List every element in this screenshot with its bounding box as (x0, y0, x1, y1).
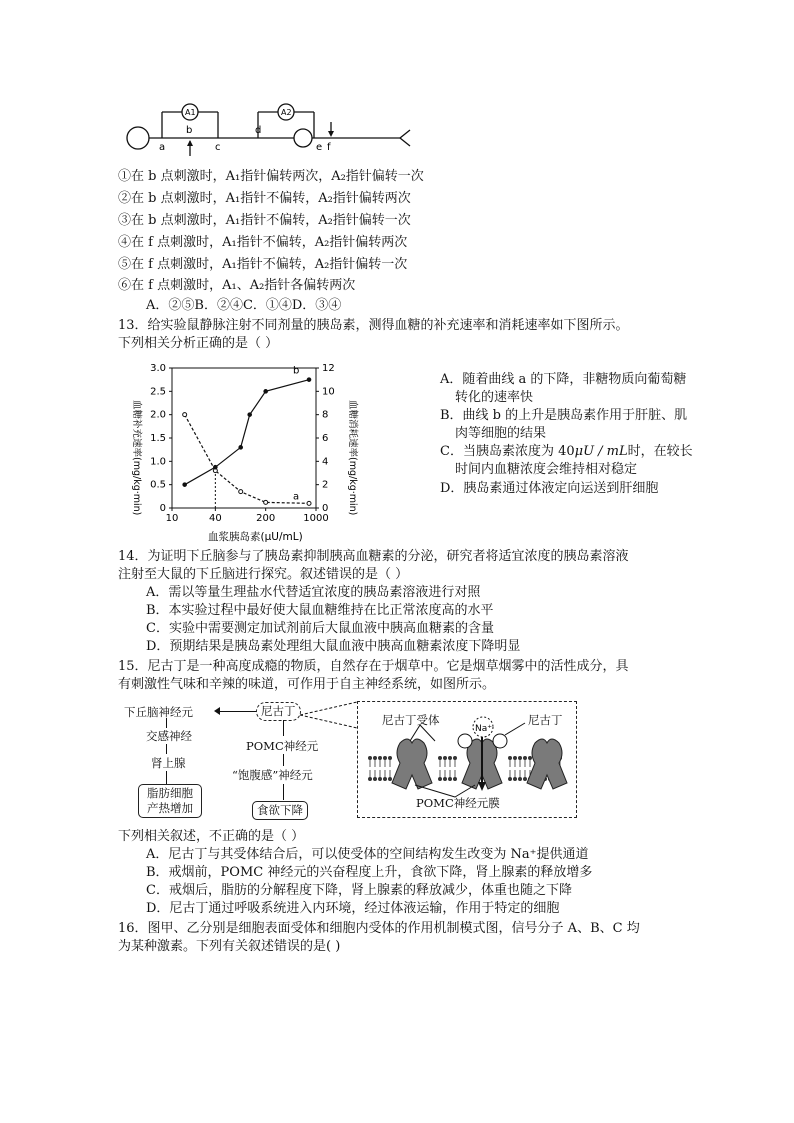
q13-stem-line2: 下列相关分析正确的是（ ） (118, 336, 279, 351)
q14-option-c: C．实验中需要测定加试剂前后大鼠血液中胰高血糖素的含量 (146, 621, 494, 636)
plot-frame (172, 365, 316, 508)
adrenal-label: 肾上腺 (151, 756, 186, 770)
right-tick-label: 0 (322, 503, 329, 514)
meter-a2-label: A2 (281, 108, 292, 117)
series-b-point (214, 465, 218, 469)
satiety-neuron-label: “饱腹感”神经元 (232, 768, 313, 782)
arrow-line-2 (166, 744, 167, 754)
left-tick-label: 1.0 (150, 456, 166, 468)
series-b-point (248, 413, 252, 417)
q14-option-b: B．本实验过程中最好使大鼠血糖维持在比正常浓度高的水平 (146, 603, 494, 618)
pomc-neuron-label: POMC神经元 (246, 739, 319, 753)
arrow-line-1 (166, 718, 167, 728)
sympathetic-nerve-label: 交感神经 (146, 729, 192, 743)
point-b: b (186, 125, 193, 136)
point-c: c (215, 142, 221, 153)
right-tick-label: 8 (322, 409, 329, 421)
q12-option-5: ⑤在 f 点刺激时，A₁指针不偏转，A₂指针偏转一次 (118, 257, 408, 272)
point-a: a (159, 142, 166, 153)
series-b-point (239, 446, 243, 450)
nicotine-receptor-label: 尼古丁受体 (382, 713, 440, 727)
q14-stem-line1: 14．为证明下丘脑参与了胰岛素抑制胰高血糖素的分泌，研究者将适宜浓度的胰岛素溶液 (118, 549, 629, 564)
x-axis-label: 血浆胰岛素(μU/mL) (208, 531, 303, 543)
neuron-body-left (127, 127, 149, 149)
q12-option-3: ③在 b 点刺激时，A₁指针不偏转，A₂指针偏转一次 (118, 213, 411, 228)
arrowhead-left-icon (214, 707, 220, 715)
q13-option-d: D．胰岛素通过体液定向运送到肝细胞 (440, 481, 659, 496)
arrow-line-5 (283, 754, 284, 766)
q15-stem-line1: 15．尼古丁是一种高度成瘾的物质，自然存在于烟草中。它是烟草烟雾中的活性成分，具 (118, 659, 629, 674)
series-b-label: b (293, 365, 300, 377)
right-tick-label: 6 (322, 433, 329, 444)
q15-option-c: C．戒烟后，脂肪的分解程度下降，肾上腺素的释放减少，体重也随之下降 (146, 883, 572, 898)
q12-option-2: ②在 b 点刺激时，A₁指针不偏转，A₂指针偏转两次 (118, 191, 411, 206)
q15-option-d: D．尼古丁通过呼吸系统进入内环境，经过体液运输，作用于特定的细胞 (146, 901, 560, 916)
left-axis-label: 血糖补充速率(mg/kg·min) (131, 400, 142, 516)
left-tick-label: 2.0 (150, 409, 166, 421)
arrow-line-6 (283, 784, 284, 800)
nerve-circuit-diagram (118, 98, 418, 158)
nicotine-node: 尼古丁 (256, 702, 301, 721)
arrow-line-3 (166, 771, 167, 785)
q15-option-a: A．尼古丁与其受体结合后，可以使受体的空间结构发生改变为 Na⁺提供通道 (146, 847, 589, 862)
left-tick-label: 2.5 (150, 386, 166, 398)
zoom-connector (300, 700, 360, 730)
series-b-point (307, 378, 311, 382)
arrow-to-hypothalamus (218, 711, 256, 712)
appetite-decrease-box: 食欲下降 (252, 801, 308, 820)
left-tick-label: 3.0 (150, 363, 166, 374)
point-d: d (255, 125, 262, 136)
q16-stem-line2: 为某种激素。下列有关叙述错误的是( ) (118, 939, 341, 954)
series-b-point (183, 483, 187, 487)
meter-a1-label: A1 (185, 108, 196, 117)
q13-option-c-line1: C．当胰岛素浓度为 40μU / mL时，在较长 (440, 444, 693, 459)
series-a-label: a (293, 491, 300, 503)
insulin-glucose-chart (118, 360, 363, 545)
series-a-point (307, 501, 311, 505)
q13-option-b-line1: B．曲线 b 的上升是胰岛素作用于肝脏、肌 (440, 408, 688, 423)
q12-option-4: ④在 f 点刺激时，A₁指针不偏转，A₂指针偏转两次 (118, 235, 408, 250)
series-b-point (264, 390, 268, 394)
right-tick-label: 10 (322, 386, 335, 398)
sodium-ion-label: Na⁺ (475, 724, 492, 734)
left-tick-label: 0 (159, 503, 166, 514)
right-axis-label: 血糖消耗速率(mg/kg·min) (347, 400, 358, 516)
fat-cell-heat-box: 脂肪细胞 产热增加 (138, 784, 202, 818)
point-f: f (327, 142, 331, 153)
q14-option-a: A．需以等量生理盐水代替适宜浓度的胰岛素溶液进行对照 (146, 585, 481, 600)
q14-option-d: D．预期结果是胰岛素处理组大鼠血液中胰高血糖素浓度下降明显 (146, 639, 521, 654)
left-tick-label: 0.5 (150, 479, 166, 491)
series-a-point (264, 500, 268, 504)
q15-option-b: B．戒烟前，POMC 神经元的兴奋程度上升，食欲下降，肾上腺素的释放增多 (146, 865, 593, 880)
q12-option-6: ⑥在 f 点刺激时，A₁、A₂指针各偏转两次 (118, 278, 356, 293)
right-tick-label: 4 (322, 456, 329, 468)
series-a-line (185, 415, 309, 504)
q16-stem-line1: 16．图甲、乙分别是细胞表面受体和细胞内受体的作用机制模式图，信号分子 A、B、C 均 (118, 921, 640, 936)
hypothalamus-neuron-label: 下丘脑神经元 (124, 705, 193, 719)
q13-option-a-line2: 转化的速率快 (455, 390, 534, 405)
q12-choices: A．②⑤B．②④C．①④D．③④ (146, 298, 342, 313)
q13-option-b-line2: 肉等细胞的结果 (455, 426, 547, 441)
q12-option-1: ①在 b 点刺激时，A₁指针偏转两次，A₂指针偏转一次 (118, 169, 424, 184)
unit-text: μU / mL (574, 444, 628, 459)
pomc-membrane-label: POMC神经元膜 (416, 796, 500, 810)
q15-stem-line2: 有刺激性气味和辛辣的味道，可作用于自主神经系统，如图所示。 (118, 677, 496, 692)
q14-stem-line2: 注射至大鼠的下丘脑进行探究。叙述错误的是（ ） (118, 567, 409, 582)
q13-option-c-line2: 时间内血糖浓度会维持相对稳定 (455, 462, 638, 477)
left-tick-label: 1.5 (150, 433, 166, 444)
series-b-line (185, 380, 309, 485)
x-tick-label: 1000 (303, 513, 329, 524)
point-e: e (316, 142, 323, 153)
q13-option-a-line1: A．随着曲线 a 的下降，非糖物质向葡萄糖 (440, 372, 687, 387)
right-tick-label: 2 (322, 479, 329, 491)
arrow-line-4 (283, 720, 284, 736)
neuron-body-middle (294, 129, 312, 147)
right-tick-label: 12 (322, 363, 335, 374)
x-tick-label: 10 (165, 513, 179, 524)
series-a-point (239, 490, 243, 494)
x-tick-label: 40 (208, 513, 222, 524)
nicotine-molecule-label: 尼古丁 (528, 713, 563, 727)
series-a-point (183, 413, 187, 417)
q15-stem-line3: 下列相关叙述，不正确的是（ ） (118, 829, 305, 844)
q13-stem-line1: 13．给实验鼠静脉注射不同剂量的胰岛素，测得血糖的补充速率和消耗速率如下图所示。 (118, 318, 629, 333)
x-tick-label: 200 (256, 513, 276, 524)
